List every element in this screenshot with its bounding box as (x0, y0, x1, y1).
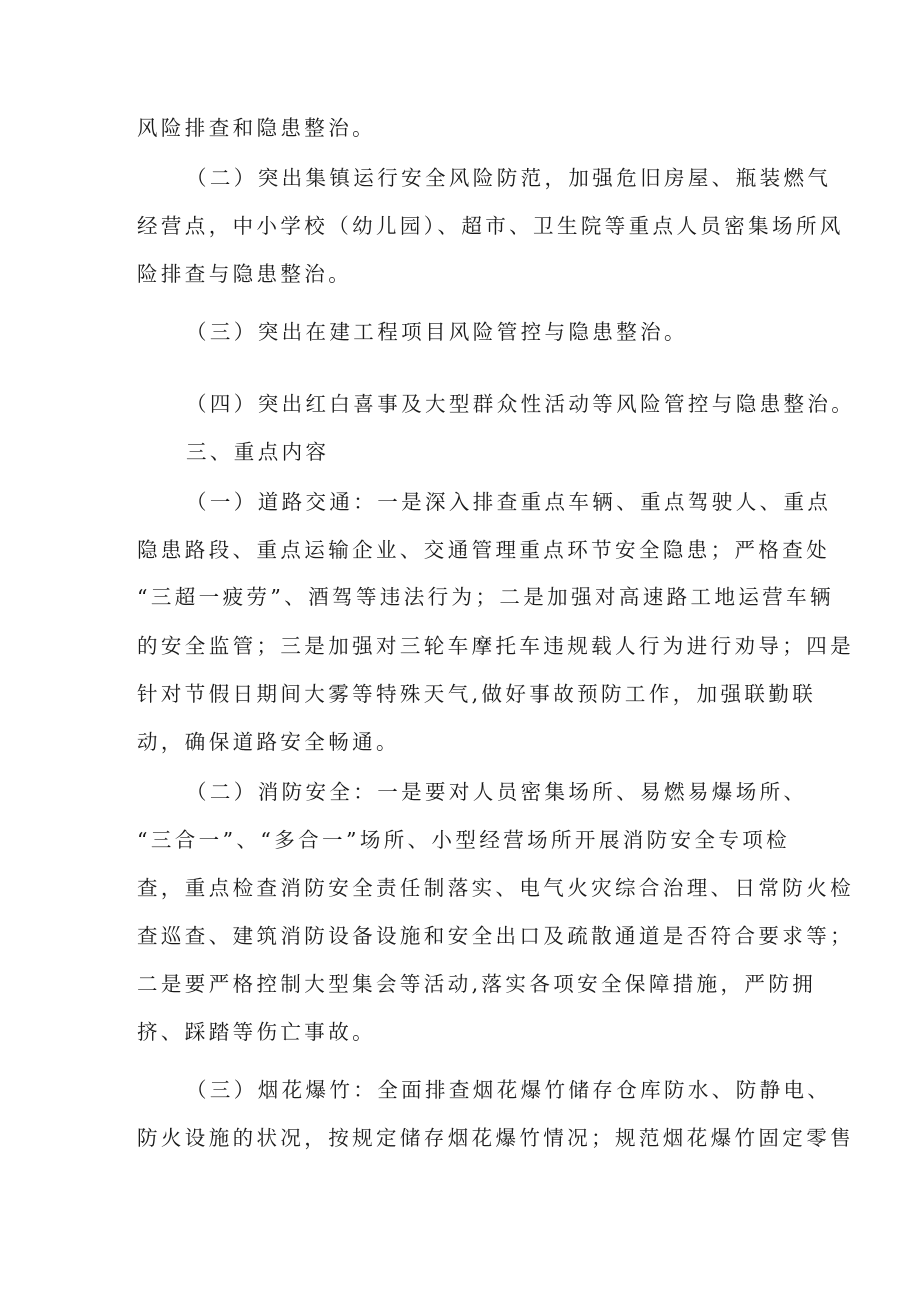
text-line-12: 针对节假日期间大雾等特殊天气,做好事故预防工作，加强联勤联 (137, 682, 817, 706)
text-line-11: 的安全监管；三是加强对三轮车摩托车违规载人行为进行劝导；四是 (137, 634, 854, 658)
text-line-10: “三超一疲劳”、酒驾等违法行为；二是加强对高速路工地运营车辆 (137, 585, 834, 609)
text-line-18: 二是要严格控制大型集会等活动,落实各项安全保障措施，严防拥 (137, 972, 817, 996)
text-line-1: 风险排查和隐患整治。 (137, 116, 376, 140)
text-line-15: “三合一”、“多合一”场所、小型经营场所开展消防安全专项检 (137, 828, 791, 852)
text-line-4: 险排查与隐患整治。 (137, 262, 353, 286)
text-line-19: 挤、踩踏等伤亡事故。 (137, 1020, 376, 1044)
text-line-9: 隐患路段、重点运输企业、交通管理重点环节安全隐患；严格查处 (137, 538, 831, 562)
text-line-16: 查，重点检查消防安全责任制落实、电气火灾综合治理、日常防火检 (137, 876, 854, 900)
text-line-17: 查巡查、建筑消防设备设施和安全出口及疏散通道是否符合要求等； (137, 924, 854, 948)
text-line-3: 经营点，中小学校（幼儿园）、超市、卫生院等重点人员密集场所风 (137, 214, 844, 238)
text-line-21: 防火设施的状况，按规定储存烟花爆竹情况；规范烟花爆竹固定零售 (137, 1126, 854, 1150)
section-heading: 三、重点内容 (186, 440, 330, 464)
text-line-8: （一）道路交通：一是深入排查重点车辆、重点驾驶人、重点 (186, 490, 832, 514)
text-line-6: （四）突出红白喜事及大型群众性活动等风险管控与隐患整治。 (186, 392, 856, 416)
text-line-5: （三）突出在建工程项目风险管控与隐患整治。 (186, 320, 688, 344)
text-line-2: （二）突出集镇运行安全风险防范，加强危旧房屋、瓶装燃气 (186, 166, 832, 190)
text-line-14: （二）消防安全：一是要对人员密集场所、易燃易爆场所、 (186, 780, 808, 804)
text-line-13: 动，确保道路安全畅通。 (137, 730, 400, 754)
text-line-20: （三）烟花爆竹：全面排查烟花爆竹储存仓库防水、防静电、 (186, 1078, 832, 1102)
